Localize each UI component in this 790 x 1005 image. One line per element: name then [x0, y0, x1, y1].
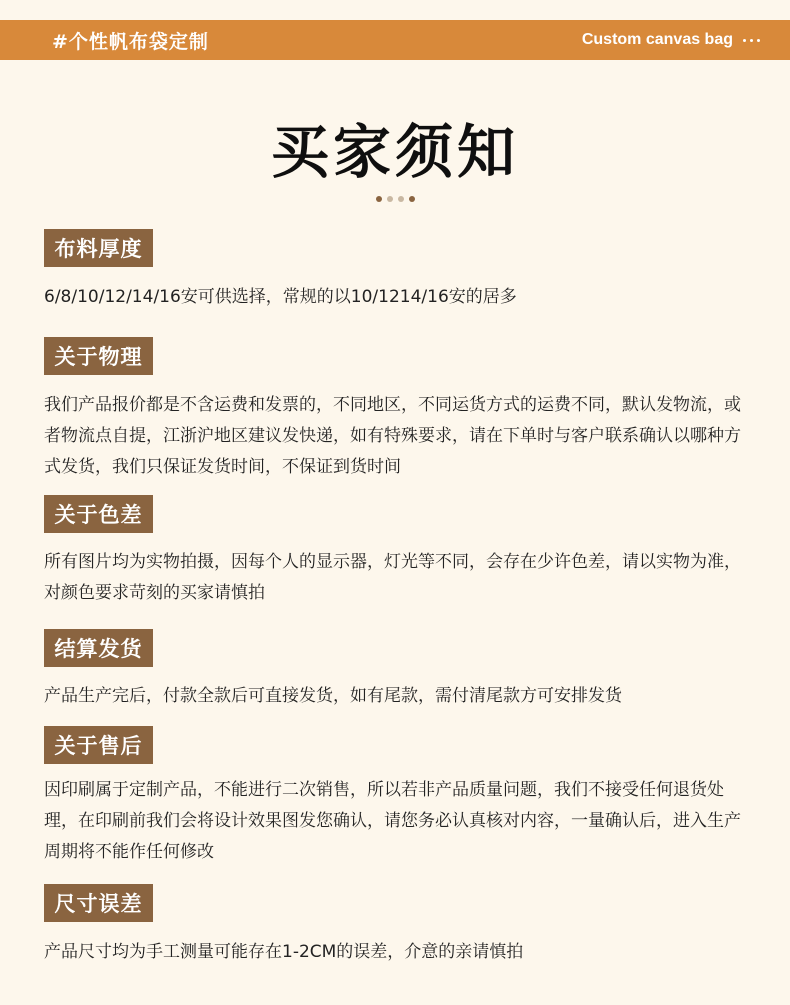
top-banner — [0, 20, 790, 60]
section-heading-after-sales: 关于售后 — [44, 726, 153, 764]
section-body-size-error: 产品尺寸均为手工测量可能存在1-2CM的误差，介意的亲请慎拍 — [44, 942, 524, 962]
section-heading-settlement: 结算发货 — [44, 629, 153, 667]
section-body-settlement: 产品生产完后，付款全款后可直接发货，如有尾款，需付清尾款方可安排发货 — [44, 686, 622, 706]
divider-dot — [387, 196, 393, 202]
section-body-logistics: 我们产品报价都是不含运费和发票的，不同地区，不同运货方式的运费不同，默认发物流，或者物流点自提，江浙沪地区建议发快递，如有特殊要求，请在下单时与客户联系确认以哪种方式发货，我们只保证发货时间，不保证到货时间 — [44, 395, 741, 477]
divider-dot — [409, 196, 415, 202]
banner-hashtag: #个性帆布袋定制 — [52, 30, 209, 53]
section-body-fabric-thickness: 6/8/10/12/14/16安可供选择，常规的以10/1214/16安的居多 — [44, 287, 517, 307]
banner-english-text: Custom canvas bag — [581, 31, 733, 48]
section-heading-logistics: 关于物理 — [44, 337, 153, 375]
section-heading-fabric-thickness: 布料厚度 — [44, 229, 153, 267]
banner-english-label — [582, 31, 760, 49]
title-divider-dots — [0, 196, 790, 202]
ellipsis-icon — [743, 39, 760, 42]
section-body-after-sales: 因印刷属于定制产品，不能进行二次销售，所以若非产品质量问题，我们不接受任何退货处理，在印刷前我们会将设计效果图发您确认，请您务必认真核对内容，一量确认后，进入生产周期将不能作任何修改 — [44, 780, 741, 862]
section-body-color-difference: 所有图片均为实物拍摄，因每个人的显示器，灯光等不同，会存在少许色差，请以实物为准，对颜色要求苛刻的买家请慎拍 — [44, 552, 741, 603]
divider-dot — [398, 196, 404, 202]
section-heading-size-error: 尺寸误差 — [44, 884, 153, 922]
divider-dot — [376, 196, 382, 202]
section-heading-color-difference: 关于色差 — [44, 495, 153, 533]
page-title: 买家须知 — [270, 118, 519, 186]
